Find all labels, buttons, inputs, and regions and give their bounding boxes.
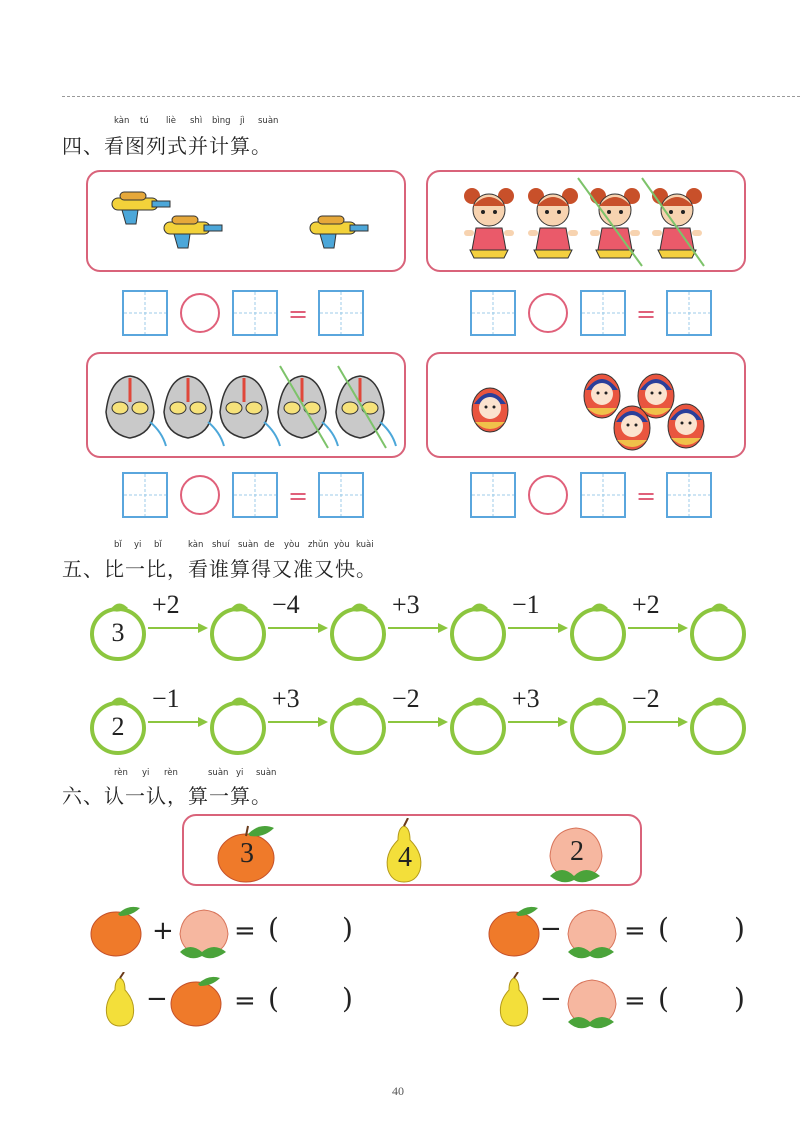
picture-box-girls: [426, 170, 746, 272]
peach-icon: [564, 904, 620, 960]
top-dashed-divider: [62, 96, 800, 97]
chain-arrow: [508, 623, 568, 633]
chain-operation: +2: [152, 590, 180, 619]
chain-arrow: [388, 623, 448, 633]
peach-icon: [564, 974, 620, 1030]
pinyin: kàn: [114, 116, 130, 126]
pinyin: yòu: [284, 540, 300, 550]
minus-sign: −: [540, 914, 562, 944]
pinyin: liè: [166, 116, 176, 126]
section5-title: 五、比一比，看谁算得又准又快。: [62, 557, 377, 581]
equal-sign: =: [624, 986, 646, 1016]
hero-mask-icons: [88, 354, 404, 456]
equal-sign: =: [288, 300, 309, 328]
answer-box[interactable]: [232, 472, 278, 518]
answer-row-1: [122, 288, 372, 338]
chain-operation: −2: [632, 684, 660, 713]
answer-box[interactable]: [666, 290, 712, 336]
pinyin: zhǔn: [308, 540, 329, 550]
answer-box[interactable]: [318, 290, 364, 336]
equal-sign: =: [624, 916, 646, 946]
answer-box[interactable]: [470, 290, 516, 336]
pinyin: bìng: [212, 116, 231, 126]
pinyin: jì: [240, 116, 245, 126]
chain-operation: −4: [272, 590, 300, 619]
section6-title: 六、认一认，算一算。: [62, 784, 272, 808]
section4-title: 四、看图列式并计算。: [62, 134, 272, 158]
chain-arrow: [148, 717, 208, 727]
water-gun-icons: [88, 172, 404, 270]
answer-row-4: [470, 470, 720, 520]
pinyin: yòu: [334, 540, 350, 550]
operator-circle[interactable]: [180, 475, 220, 515]
answer-paren-close: ): [734, 912, 745, 945]
roly-poly-doll-icons: [428, 354, 744, 456]
fruit-equation-row-2: [88, 972, 768, 1034]
pinyin: rèn: [114, 768, 128, 778]
picture-box-roly-poly-dolls: [426, 352, 746, 458]
answer-box[interactable]: [122, 290, 168, 336]
pinyin: shì: [190, 116, 203, 126]
chain-operation: +3: [392, 590, 420, 619]
answer-blank[interactable]: [288, 982, 338, 1018]
answer-row-3: [122, 470, 372, 520]
equal-sign: =: [234, 986, 256, 1016]
answer-ring[interactable]: [332, 603, 384, 659]
operator-circle[interactable]: [528, 475, 568, 515]
pinyin: yi: [236, 768, 244, 778]
answer-box[interactable]: [580, 290, 626, 336]
answer-paren-close: ): [342, 912, 353, 945]
chain-arrow: [268, 717, 328, 727]
apple-icon: [88, 902, 146, 958]
answer-box[interactable]: [470, 472, 516, 518]
answer-ring[interactable]: [572, 697, 624, 753]
minus-sign: −: [146, 984, 168, 1014]
answer-blank[interactable]: [288, 912, 338, 948]
picture-box-water-guns: [86, 170, 406, 272]
pinyin: kàn: [188, 540, 204, 550]
chain-arrow: [268, 623, 328, 633]
pinyin: suàn: [208, 768, 229, 778]
apple-icon: [168, 972, 226, 1028]
answer-ring[interactable]: [452, 603, 504, 659]
equal-sign: =: [288, 482, 309, 510]
page-number: 40: [392, 1084, 404, 1098]
pinyin: shuí: [212, 540, 230, 550]
answer-paren-open: (: [658, 982, 669, 1015]
chain-arrow: [388, 717, 448, 727]
answer-row-2: [470, 288, 720, 338]
pinyin: bǐ: [154, 540, 162, 550]
answer-ring[interactable]: [212, 697, 264, 753]
chain-start-number: 3: [111, 618, 125, 647]
chain-operation: −1: [512, 590, 540, 619]
answer-blank[interactable]: [678, 912, 728, 948]
answer-paren-open: (: [268, 912, 279, 945]
peach-value: 2: [570, 836, 584, 867]
picture-box-masks: [86, 352, 406, 458]
peach-icon: [176, 904, 232, 960]
plus-sign: +: [152, 916, 174, 946]
pinyin: bǐ: [114, 540, 122, 550]
answer-box[interactable]: [122, 472, 168, 518]
pinyin: kuài: [356, 540, 374, 550]
chain-operation: −2: [392, 684, 420, 713]
equal-sign: =: [234, 916, 256, 946]
equal-sign: =: [636, 482, 657, 510]
pear-value: 4: [398, 842, 412, 873]
pinyin: rèn: [164, 768, 178, 778]
girl-doll-icons: [428, 172, 744, 270]
answer-ring[interactable]: [452, 697, 504, 753]
answer-paren-open: (: [268, 982, 279, 1015]
answer-ring[interactable]: [692, 603, 744, 659]
pinyin: suàn: [238, 540, 259, 550]
pear-icon: [100, 972, 140, 1030]
calc-chain-1: [80, 588, 760, 668]
answer-ring[interactable]: [332, 697, 384, 753]
answer-paren-close: ): [342, 982, 353, 1015]
section4-pinyin-row: [62, 116, 362, 128]
chain-operation: −1: [152, 684, 180, 713]
answer-blank[interactable]: [678, 982, 728, 1018]
chain-arrow: [628, 623, 688, 633]
operator-circle[interactable]: [180, 293, 220, 333]
chain-start-number: 2: [111, 712, 125, 741]
answer-box[interactable]: [580, 472, 626, 518]
calc-chain-2: [80, 682, 760, 762]
fruit-equation-row-1: [88, 902, 768, 964]
answer-paren-close: ): [734, 982, 745, 1015]
answer-ring[interactable]: [692, 697, 744, 753]
chain-operation: +2: [632, 590, 660, 619]
equal-sign: =: [636, 300, 657, 328]
answer-box[interactable]: [232, 290, 278, 336]
answer-box[interactable]: [666, 472, 712, 518]
section6-pinyin-row: [62, 768, 362, 780]
minus-sign: −: [540, 984, 562, 1014]
answer-paren-open: (: [658, 912, 669, 945]
chain-arrow: [148, 623, 208, 633]
pinyin: suàn: [256, 768, 277, 778]
answer-ring[interactable]: [572, 603, 624, 659]
operator-circle[interactable]: [528, 293, 568, 333]
answer-ring[interactable]: [212, 603, 264, 659]
chain-operation: +3: [512, 684, 540, 713]
fruit-legend-box: [182, 814, 642, 886]
chain-arrow: [628, 717, 688, 727]
pinyin: yi: [134, 540, 142, 550]
pinyin: tú: [140, 116, 149, 126]
apple-icon: [486, 902, 544, 958]
answer-box[interactable]: [318, 472, 364, 518]
pinyin: suàn: [258, 116, 279, 126]
chain-operation: +3: [272, 684, 300, 713]
pinyin: de: [264, 540, 275, 550]
pear-icon: [494, 972, 534, 1030]
pinyin: yi: [142, 768, 150, 778]
section5-pinyin-row: [62, 540, 422, 552]
apple-value: 3: [240, 838, 254, 869]
chain-arrow: [508, 717, 568, 727]
